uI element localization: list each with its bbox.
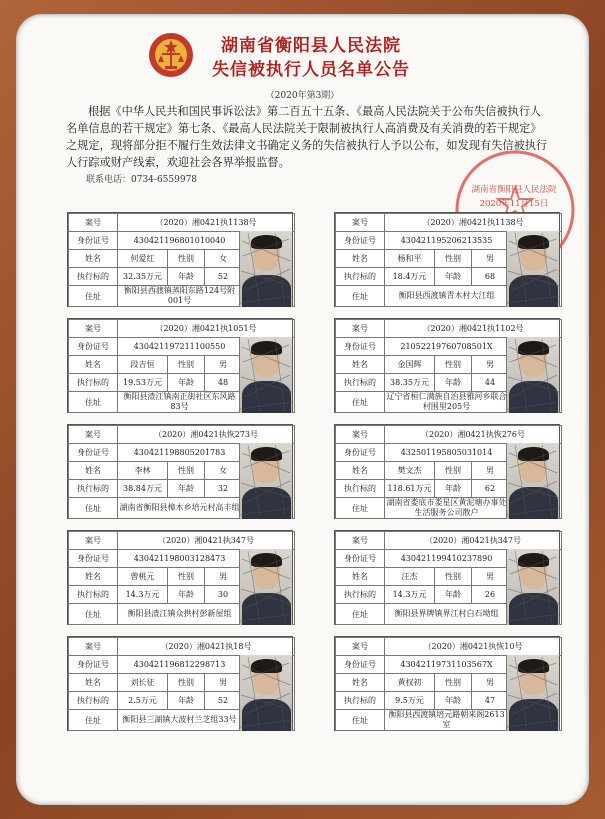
amount-label: 执行标的 (336, 374, 385, 392)
amount-label: 执行标的 (69, 374, 118, 392)
case-number: （2020）湘0421执1102号 (385, 320, 562, 338)
gender-label: 性别 (168, 356, 205, 374)
case-label: 案号 (69, 426, 118, 444)
id-label: 身份证号 (336, 656, 385, 674)
person-photo (239, 231, 292, 307)
seal-court-name: 湖南省衡阳县人民法院 (471, 185, 557, 195)
address-label: 住址 (336, 710, 385, 731)
person-address: 辽宁省桓仁满族自治县雅河乡联合村围里205号 (386, 392, 507, 411)
case-label: 案号 (336, 638, 385, 656)
amount-value: 2.5万元 (118, 692, 168, 710)
gender-label: 性别 (168, 462, 205, 480)
amount-value: 9.5万元 (385, 692, 435, 710)
amount-label: 执行标的 (69, 268, 118, 286)
gender-label: 性别 (168, 250, 205, 268)
case-label: 案号 (69, 214, 118, 232)
case-label: 案号 (336, 320, 385, 338)
debtor-card (334, 636, 560, 731)
case-label: 案号 (69, 638, 118, 656)
court-name-title: 湖南省衡阳县人民法院 (221, 36, 401, 56)
privacy-scribble-icon (507, 231, 559, 307)
name-label: 姓名 (336, 674, 385, 692)
person-gender: 女 (205, 462, 242, 480)
person-name: 曾桃元 (118, 568, 168, 586)
case-label: 案号 (336, 532, 385, 550)
name-label: 姓名 (69, 356, 118, 374)
gender-label: 性别 (435, 674, 472, 692)
seal-date: 2020年11月15日 (479, 199, 549, 209)
case-number: （2020）湘0421执347号 (385, 532, 562, 550)
person-address: 衡阳县渣江镇众拱村彭新屋组 (118, 604, 242, 625)
person-name: 汪杰 (385, 568, 435, 586)
case-number: （2020）湘0421执18号 (118, 638, 295, 656)
id-label: 身份证号 (336, 338, 385, 356)
amount-value: 19.53万元 (118, 374, 168, 392)
age-label: 年龄 (168, 268, 205, 286)
address-label: 住址 (336, 498, 385, 519)
person-name: 刘长征 (118, 674, 168, 692)
amount-value: 14.3万元 (118, 586, 168, 604)
id-label: 身份证号 (336, 550, 385, 568)
name-label: 姓名 (69, 250, 118, 268)
person-photo (506, 549, 559, 625)
name-label: 姓名 (69, 462, 118, 480)
debtor-card (67, 212, 293, 307)
id-number: 430421197211100550 (118, 338, 242, 356)
privacy-scribble-icon (507, 337, 559, 413)
person-address: 衡阳县渣江镇南正街社区东风路83号 (118, 392, 242, 413)
gender-label: 性别 (435, 462, 472, 480)
debtor-card (67, 636, 293, 731)
debtor-card (334, 424, 560, 519)
person-gender: 男 (205, 568, 242, 586)
amount-value: 14.3万元 (385, 586, 435, 604)
gender-label: 性别 (168, 674, 205, 692)
person-address: 湖南省娄底市娄星区黄泥塘办事处生活服务公司散户 (386, 498, 507, 517)
person-name: 段吉恒 (118, 356, 168, 374)
age-label: 年龄 (435, 374, 472, 392)
case-label: 案号 (336, 214, 385, 232)
contact-phone: 联系电话：0734-6559978 (86, 175, 198, 185)
person-age: 68 (472, 268, 509, 286)
person-gender: 男 (472, 568, 509, 586)
amount-label: 执行标的 (69, 692, 118, 710)
person-address: 衡阳县三湖镇大波村兰芝组33号 (118, 710, 242, 731)
person-name: 何爱红 (118, 250, 168, 268)
person-age: 52 (205, 268, 242, 286)
person-photo (506, 337, 559, 413)
privacy-scribble-icon (240, 549, 292, 625)
gender-label: 性别 (168, 568, 205, 586)
person-address: 衡阳县西渡镇青木村大江组 (385, 286, 509, 307)
person-age: 30 (205, 586, 242, 604)
person-age: 26 (472, 586, 509, 604)
id-number: 21052219760708501X (385, 338, 509, 356)
person-gender: 男 (472, 250, 509, 268)
id-number: 430421198805201783 (118, 444, 242, 462)
amount-value: 18.4万元 (385, 268, 435, 286)
person-photo (506, 655, 559, 731)
case-number: （2020）湘0421执347号 (118, 532, 295, 550)
amount-label: 执行标的 (69, 480, 118, 498)
person-photo (506, 443, 559, 519)
address-label: 住址 (69, 498, 118, 519)
case-label: 案号 (69, 320, 118, 338)
address-label: 住址 (69, 392, 118, 413)
case-number: （2020）湘0421执恢10号 (385, 638, 562, 656)
person-address: 衡阳县西渡镇培元路朝来阁2613室 (385, 710, 509, 731)
address-label: 住址 (336, 286, 385, 307)
amount-label: 执行标的 (336, 480, 385, 498)
age-label: 年龄 (168, 480, 205, 498)
age-label: 年龄 (435, 692, 472, 710)
person-age: 62 (472, 480, 509, 498)
debtor-card (67, 530, 293, 625)
id-number: 430421196812298713 (118, 656, 242, 674)
person-name: 金国辉 (385, 356, 435, 374)
case-number: （2020）湘0421执1138号 (385, 214, 562, 232)
amount-value: 38.84万元 (118, 480, 168, 498)
person-age: 44 (472, 374, 509, 392)
age-label: 年龄 (168, 374, 205, 392)
age-label: 年龄 (168, 692, 205, 710)
person-gender: 男 (205, 674, 242, 692)
privacy-scribble-icon (507, 549, 559, 625)
amount-value: 118.61万元 (385, 480, 435, 498)
age-label: 年龄 (435, 586, 472, 604)
address-label: 住址 (69, 286, 118, 307)
amount-label: 执行标的 (336, 692, 385, 710)
gender-label: 性别 (435, 568, 472, 586)
name-label: 姓名 (69, 674, 118, 692)
person-name: 樊文杰 (385, 462, 435, 480)
debtor-card (334, 318, 560, 413)
person-age: 48 (205, 374, 242, 392)
debtor-card (334, 530, 560, 625)
id-number: 430421196801010040 (118, 232, 242, 250)
person-address: 衡阳县西渡镇蒸阳东路124号附001号 (118, 286, 242, 307)
privacy-scribble-icon (507, 443, 559, 519)
id-label: 身份证号 (336, 232, 385, 250)
person-photo (239, 337, 292, 413)
name-label: 姓名 (336, 568, 385, 586)
person-name: 杨和平 (385, 250, 435, 268)
debtor-card (67, 318, 293, 413)
amount-label: 执行标的 (336, 268, 385, 286)
case-number: （2020）湘0421执1138号 (118, 214, 295, 232)
id-number: 430421199410237890 (385, 550, 509, 568)
debtor-card (334, 212, 560, 307)
age-label: 年龄 (435, 480, 472, 498)
person-gender: 男 (472, 462, 509, 480)
privacy-scribble-icon (507, 655, 559, 731)
person-age: 47 (472, 692, 509, 710)
person-photo (239, 443, 292, 519)
person-name: 黄权初 (385, 674, 435, 692)
name-label: 姓名 (336, 250, 385, 268)
person-age: 52 (205, 692, 242, 710)
id-number: 430421198003128473 (118, 550, 242, 568)
id-label: 身份证号 (69, 550, 118, 568)
person-photo (506, 231, 559, 307)
name-label: 姓名 (336, 356, 385, 374)
gender-label: 性别 (435, 356, 472, 374)
notice-title: 失信被执行人员名单公告 (212, 60, 410, 80)
id-label: 身份证号 (69, 444, 118, 462)
address-label: 住址 (336, 604, 385, 625)
person-address: 衡阳县界牌镇界江村白石坳组 (385, 604, 509, 625)
case-label: 案号 (69, 532, 118, 550)
debtor-card (67, 424, 293, 519)
address-label: 住址 (336, 392, 385, 413)
name-label: 姓名 (69, 568, 118, 586)
person-age: 32 (205, 480, 242, 498)
amount-label: 执行标的 (336, 586, 385, 604)
privacy-scribble-icon (240, 655, 292, 731)
issue-number: （2020年第3期） (265, 91, 340, 101)
person-gender: 男 (205, 356, 242, 374)
court-emblem-icon (147, 31, 195, 79)
age-label: 年龄 (435, 268, 472, 286)
person-photo (239, 655, 292, 731)
id-number: 432501195805031014 (385, 444, 509, 462)
id-label: 身份证号 (69, 656, 118, 674)
name-label: 姓名 (336, 462, 385, 480)
person-gender: 男 (472, 356, 509, 374)
amount-value: 32.35万元 (118, 268, 168, 286)
id-label: 身份证号 (69, 338, 118, 356)
id-label: 身份证号 (336, 444, 385, 462)
person-photo (239, 549, 292, 625)
amount-label: 执行标的 (69, 586, 118, 604)
id-number: 430421197311035​67X (385, 656, 509, 674)
address-label: 住址 (69, 604, 118, 625)
person-name: 李林 (118, 462, 168, 480)
id-number: 430421195206213535 (385, 232, 509, 250)
case-number: （2020）湘0421执恢276号 (385, 426, 562, 444)
person-gender: 男 (472, 674, 509, 692)
address-label: 住址 (69, 710, 118, 731)
case-number: （2020）湘0421执恢273号 (118, 426, 295, 444)
case-number: （2020）湘0421执1051号 (118, 320, 295, 338)
age-label: 年龄 (168, 586, 205, 604)
privacy-scribble-icon (240, 443, 292, 519)
amount-value: 38.35万元 (385, 374, 435, 392)
id-label: 身份证号 (69, 232, 118, 250)
gender-label: 性别 (435, 250, 472, 268)
privacy-scribble-icon (240, 231, 292, 307)
person-address: 湖南省衡阳县樟木乡培元村高丰组 (118, 498, 242, 519)
intro-paragraph: 根据《中华人民共和国民事诉讼法》第二百五十五条、《最高人民法院关于公布失信被执行人名单信息的若干规定》第七条、《最高人民法院关于限制被执行人高消费及有关消费的若干规定》之规定，现将部分拒不履行生效法律文书确定义务的失信被执行人予以公布，如发现有失信被执行人行踪或财产线索，欢迎社会各界举报监督。 (66, 105, 548, 169)
person-gender: 女 (205, 250, 242, 268)
case-label: 案号 (336, 426, 385, 444)
privacy-scribble-icon (240, 337, 292, 413)
